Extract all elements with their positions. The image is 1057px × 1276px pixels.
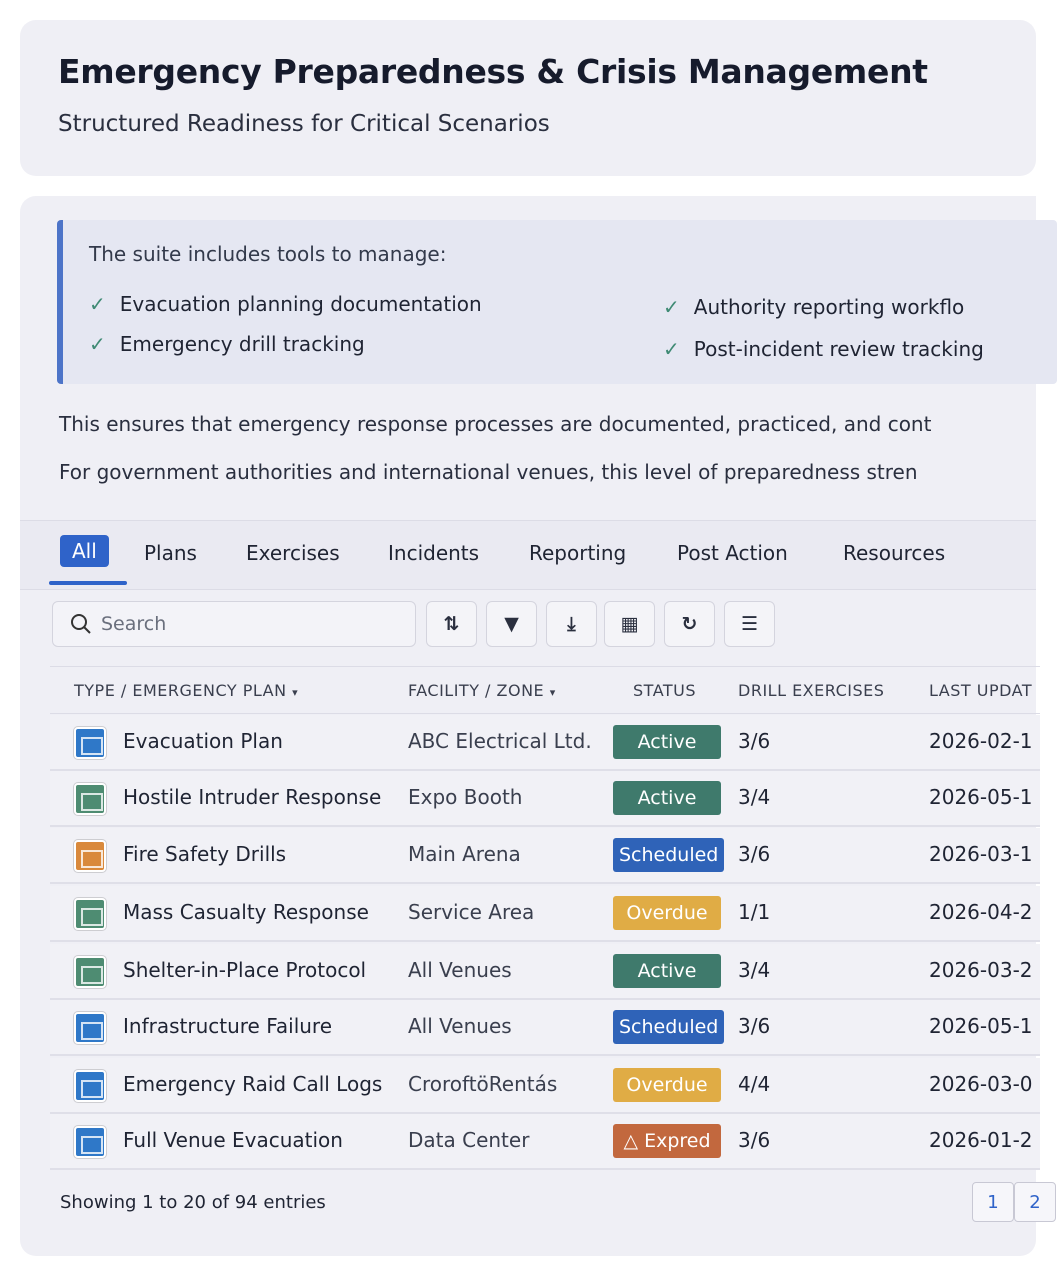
info-callout: [57, 220, 1057, 384]
feature-item: Evacuation planning documentation: [119, 292, 482, 316]
plan-document-icon: [74, 1126, 106, 1158]
table-header: [50, 666, 1040, 714]
plan-name[interactable]: Emergency Raid Call Logs: [123, 1072, 383, 1096]
feature-item: Emergency drill tracking: [119, 332, 365, 356]
last-updated: 2026-01-2: [929, 1128, 1033, 1152]
facility: Service Area: [408, 900, 535, 924]
column-header-drills[interactable]: DRILL EXERCISES: [738, 681, 885, 700]
drill-count: 4/4: [738, 1072, 771, 1096]
table-row[interactable]: [50, 1058, 1040, 1114]
table-row[interactable]: [50, 886, 1040, 942]
plan-name[interactable]: Full Venue Evacuation: [123, 1128, 343, 1152]
page-title: Emergency Preparedness & Crisis Management: [58, 52, 928, 91]
column-header-updated[interactable]: LAST UPDAT: [929, 681, 1033, 700]
plan-document-icon: [74, 1070, 106, 1102]
facility: All Venues: [408, 958, 512, 982]
last-updated: 2026-05-1: [929, 785, 1033, 809]
status-badge: Active: [613, 725, 721, 759]
facility: ABC Electrical Ltd.: [408, 729, 592, 753]
plan-document-icon: [74, 727, 106, 759]
tab-plans[interactable]: Plans: [144, 541, 197, 565]
last-updated: 2026-03-0: [929, 1072, 1033, 1096]
search-input[interactable]: [52, 601, 416, 647]
plan-document-icon: [74, 783, 106, 815]
download-button[interactable]: [546, 601, 597, 647]
grid-view-button[interactable]: [604, 601, 655, 647]
column-header-facility[interactable]: FACILITY / ZONE ▾: [408, 681, 556, 700]
drill-count: 3/4: [738, 785, 771, 809]
search-placeholder: Search: [101, 613, 167, 635]
column-header-status[interactable]: STATUS: [633, 681, 697, 700]
tab-incidents[interactable]: Incidents: [388, 541, 480, 565]
drill-count: 3/6: [738, 1128, 771, 1152]
page-2-button[interactable]: 2: [1014, 1182, 1056, 1222]
tab-reporting[interactable]: Reporting: [529, 541, 627, 565]
drill-count: 3/6: [738, 842, 771, 866]
filter-icon: ▼: [504, 613, 519, 635]
facility: Main Arena: [408, 842, 521, 866]
status-badge: Active: [613, 781, 721, 815]
table-row[interactable]: [50, 1000, 1040, 1056]
plan-name[interactable]: Shelter-in-Place Protocol: [123, 958, 367, 982]
info-lead: The suite includes tools to manage:: [89, 242, 447, 266]
status-badge: Overdue: [613, 896, 721, 930]
description-paragraph: This ensures that emergency response processes are documented, practiced, and cont: [59, 412, 932, 436]
tab-post-action[interactable]: Post Action: [677, 541, 788, 565]
page-1-button[interactable]: 1: [972, 1182, 1014, 1222]
tab-bar: [20, 520, 1036, 590]
page-subtitle: Structured Readiness for Critical Scenarios: [58, 111, 550, 137]
feature-item: Authority reporting workflo: [693, 295, 965, 319]
main-card: [20, 196, 1041, 1256]
last-updated: 2026-04-2: [929, 900, 1033, 924]
plan-document-icon: [74, 1012, 106, 1044]
list-view-button[interactable]: [724, 601, 775, 647]
drill-count: 3/6: [738, 1014, 771, 1038]
sort-caret-icon: ▾: [549, 686, 556, 699]
table-row[interactable]: [50, 715, 1040, 771]
drill-count: 3/6: [738, 729, 771, 753]
status-badge: △ Expred: [613, 1124, 721, 1158]
plan-name[interactable]: Hostile Intruder Response: [123, 785, 382, 809]
check-icon: ✓: [663, 337, 680, 361]
last-updated: 2026-02-1: [929, 729, 1033, 753]
facility: Data Center: [408, 1128, 530, 1152]
plan-document-icon: [74, 840, 106, 872]
header-card: [20, 20, 1036, 176]
table-row[interactable]: [50, 828, 1040, 884]
search-icon: [69, 612, 93, 636]
plan-document-icon: [74, 898, 106, 930]
plan-name[interactable]: Mass Casualty Response: [123, 900, 369, 924]
plan-name[interactable]: Fire Safety Drills: [123, 842, 287, 866]
last-updated: 2026-03-1: [929, 842, 1033, 866]
facility: All Venues: [408, 1014, 512, 1038]
tab-resources[interactable]: Resources: [843, 541, 946, 565]
active-tab-indicator: [49, 581, 127, 585]
facility: Expo Booth: [408, 785, 523, 809]
drill-count: 3/4: [738, 958, 771, 982]
status-badge: Scheduled: [613, 1010, 724, 1044]
feature-item: Post-incident review tracking: [693, 337, 984, 361]
check-icon: ✓: [89, 292, 106, 316]
plan-document-icon: [74, 956, 106, 988]
table-row[interactable]: [50, 1114, 1040, 1170]
check-icon: ✓: [663, 295, 680, 319]
refresh-icon: ↻: [681, 613, 698, 635]
status-badge: Active: [613, 954, 721, 988]
facility: CroroftöRentás: [408, 1072, 558, 1096]
list-icon: ☰: [740, 613, 759, 635]
sort-caret-icon: ▾: [292, 686, 299, 699]
grid-icon: ▦: [620, 613, 639, 635]
status-badge: Scheduled: [613, 838, 724, 872]
filter-button[interactable]: [486, 601, 537, 647]
table-row[interactable]: [50, 771, 1040, 827]
download-icon: ⤓: [567, 613, 576, 635]
plan-name[interactable]: Evacuation Plan: [123, 729, 283, 753]
tab-all[interactable]: All: [60, 535, 109, 567]
check-icon: ✓: [89, 332, 106, 356]
status-badge: Overdue: [613, 1068, 721, 1102]
refresh-button[interactable]: [664, 601, 715, 647]
sort-icon: ⇅: [443, 613, 460, 635]
last-updated: 2026-05-1: [929, 1014, 1033, 1038]
plan-name[interactable]: Infrastructure Failure: [123, 1014, 333, 1038]
table-row[interactable]: [50, 944, 1040, 1000]
entries-summary: Showing 1 to 20 of 94 entries: [60, 1192, 326, 1213]
sort-button[interactable]: [426, 601, 477, 647]
last-updated: 2026-03-2: [929, 958, 1033, 982]
description-paragraph: For government authorities and international venues, this level of preparedness stren: [59, 460, 918, 484]
drill-count: 1/1: [738, 900, 771, 924]
tab-exercises[interactable]: Exercises: [246, 541, 340, 565]
column-header-type[interactable]: TYPE / EMERGENCY PLAN ▾: [74, 681, 299, 700]
